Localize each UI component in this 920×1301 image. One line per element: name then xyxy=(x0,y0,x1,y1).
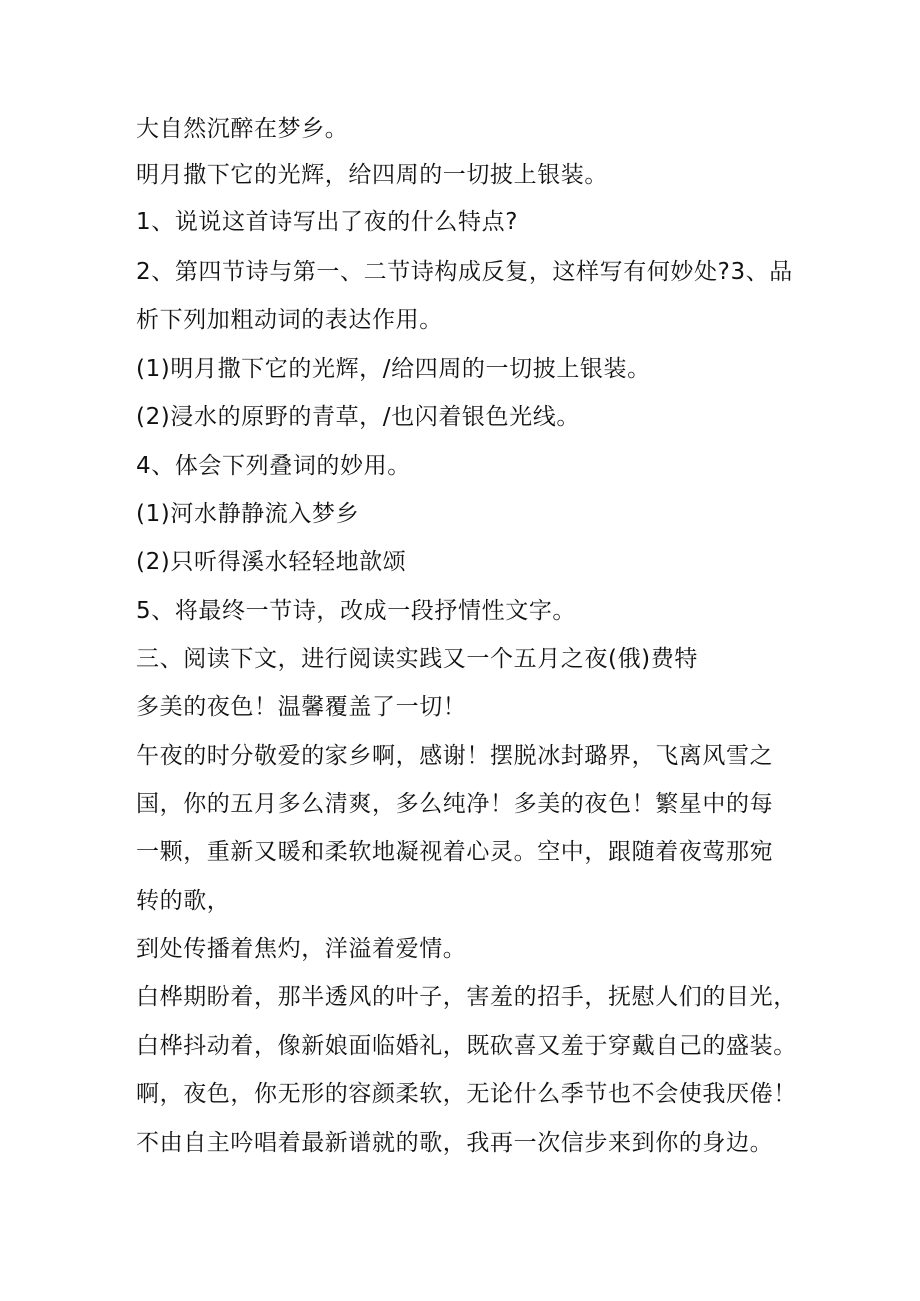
question-1: 1、说说这首诗写出了夜的什么特点? xyxy=(136,209,519,235)
poem-line-3: 国，你的五月多么清爽，多么纯净！多美的夜色！繁星中的每 xyxy=(136,791,774,817)
question-2-part-1: 2、第四节诗与第一、二节诗构成反复，这样写有何妙处?3、品 xyxy=(136,259,793,285)
poem-line-9: 啊，夜色，你无形的容颜柔软，无论什么季节也不会使我厌倦！ xyxy=(136,1081,797,1107)
poem-line-7: 白桦期盼着，那半透风的叶子，害羞的招手，抚慰人们的目光， xyxy=(136,984,797,1010)
question-3-item-2: (2)浸水的原野的青草，/也闪着银色光线。 xyxy=(136,404,580,430)
poem-line-8: 白桦抖动着，像新娘面临婚礼，既砍喜又羞于穿戴自己的盛装。 xyxy=(136,1033,797,1059)
poem-line-2: 午夜的时分敬爱的家乡啊，感谢！摆脱冰封璐界，飞离风雪之 xyxy=(136,743,774,769)
poem-line-6: 到处传播着焦灼，洋溢着爱情。 xyxy=(136,936,467,962)
question-4-item-1: (1)河水静静流入梦乡 xyxy=(136,501,360,527)
question-2-part-2: 析下列加粗动词的表达作用。 xyxy=(136,307,443,333)
question-4-item-2: (2)只听得溪水轻轻地歆颂 xyxy=(136,549,407,575)
text-line-1: 大自然沉醉在梦乡。 xyxy=(136,116,349,142)
question-5: 5、将最终一节诗，改成一段抒情性文字。 xyxy=(136,598,577,624)
poem-line-1: 多美的夜色！温馨覆盖了一切！ xyxy=(136,694,467,720)
poem-line-4: 一颗，重新又暖和柔软地凝视着心灵。空中，跟随着夜莺那宛 xyxy=(136,839,774,865)
question-3-item-1: (1)明月撒下它的光辉，/给四周的一切披上银装。 xyxy=(136,356,651,382)
poem-line-5: 转的歌， xyxy=(136,888,231,914)
text-line-2: 明月撒下它的光辉，给四周的一切披上银装。 xyxy=(136,162,608,188)
section-three-heading: 三、阅读下文，进行阅读实践又一个五月之夜(俄)费特 xyxy=(136,646,698,672)
poem-line-10: 不由自主吟唱着最新谱就的歌，我再一次信步来到你的身边。 xyxy=(136,1130,774,1156)
question-4: 4、体会下列叠词的妙用。 xyxy=(136,453,411,479)
